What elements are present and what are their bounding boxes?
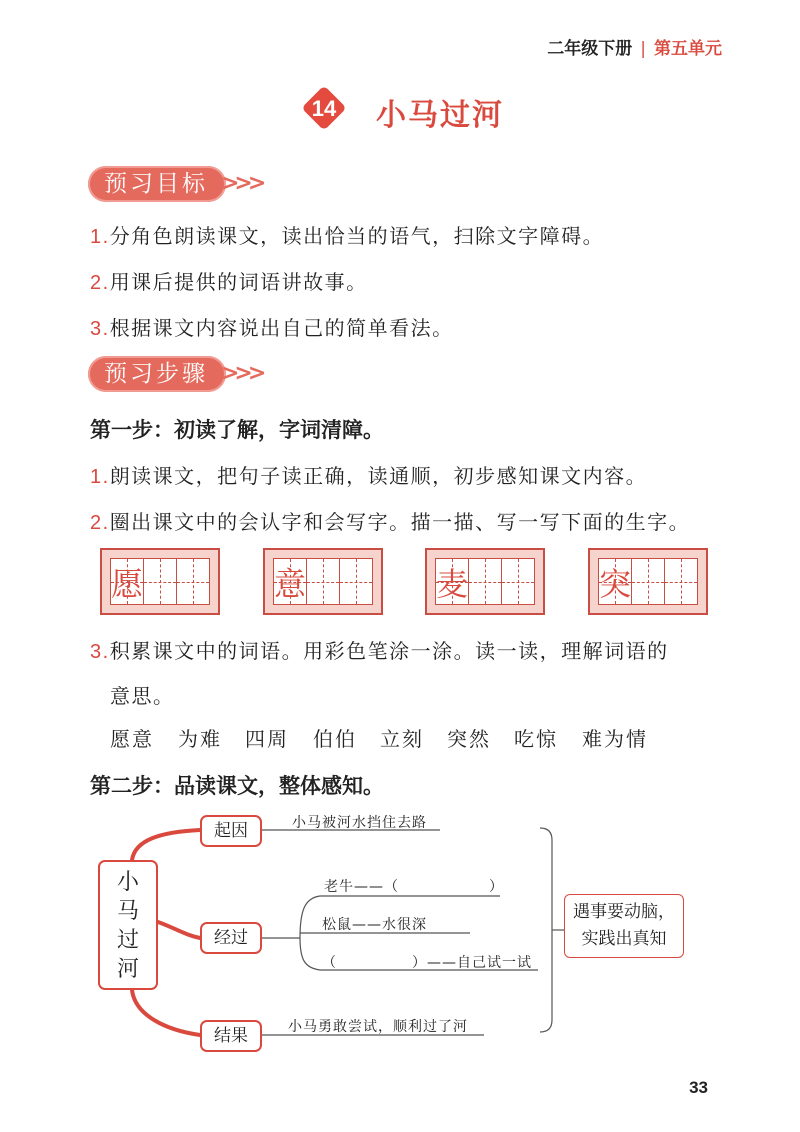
vocab-word[interactable]: 立刻 bbox=[380, 727, 424, 751]
step1-item: 1.朗读课文，把句子读正确，读通顺，初步感知课文内容。 bbox=[90, 464, 648, 488]
goal-item: 2.用课后提供的词语讲故事。 bbox=[90, 270, 368, 294]
vocab-word[interactable]: 伯伯 bbox=[313, 727, 357, 751]
header-divider: | bbox=[640, 39, 646, 59]
vocab-word[interactable]: 四周 bbox=[245, 727, 289, 751]
model-character: 意 bbox=[274, 564, 307, 603]
process-detail-ox[interactable]: 老牛——（ ） bbox=[324, 879, 504, 895]
mindmap-conclusion bbox=[564, 894, 684, 958]
conclusion-line: 遇事要动脑， bbox=[573, 902, 675, 922]
process-detail-self[interactable]: （ ）——自己试一试 bbox=[322, 955, 532, 971]
vocab-word[interactable]: 难为情 bbox=[582, 727, 648, 751]
lesson-number: 14 bbox=[311, 96, 337, 121]
mindmap-node-process: 经过 bbox=[200, 922, 262, 954]
unit-label: 第五单元 bbox=[654, 39, 722, 59]
mindmap-root bbox=[98, 860, 158, 990]
result-text: 小马勇敢尝试，顺利过了河 bbox=[288, 1019, 468, 1035]
step1-item-continuation: 意思。 bbox=[110, 684, 175, 708]
chevrons-icon: >>> bbox=[221, 361, 262, 386]
vocab-word[interactable]: 突然 bbox=[447, 727, 491, 751]
step2-title: 第二步：品读课文，整体感知。 bbox=[90, 774, 384, 798]
conclusion-line: 实践出真知 bbox=[581, 929, 667, 949]
lesson-title: 小马过河 bbox=[376, 98, 504, 133]
model-character: 突 bbox=[599, 564, 632, 603]
model-character: 麦 bbox=[436, 564, 469, 603]
goal-item: 3.根据课文内容说出自己的简单看法。 bbox=[90, 316, 454, 340]
cause-text: 小马被河水挡住去路 bbox=[292, 815, 427, 831]
vocab-word[interactable]: 吃惊 bbox=[514, 727, 558, 751]
process-detail-squirrel: 松鼠——水很深 bbox=[322, 917, 427, 933]
step1-item: 2.圈出课文中的会认字和会写字。描一描、写一写下面的生字。 bbox=[90, 510, 691, 534]
step1-title: 第一步：初读了解，字词清障。 bbox=[90, 418, 384, 442]
page-number: 33 bbox=[689, 1078, 708, 1097]
root-char: 河 bbox=[116, 957, 139, 982]
mindmap-node-result: 结果 bbox=[200, 1020, 262, 1052]
model-character: 愿 bbox=[111, 564, 144, 603]
mindmap-node-cause: 起因 bbox=[200, 815, 262, 847]
chevrons-icon: >>> bbox=[221, 171, 262, 196]
vocab-word[interactable]: 为难 bbox=[178, 727, 222, 751]
root-char: 马 bbox=[116, 899, 139, 924]
goals-section-pill: 预习目标 bbox=[88, 166, 226, 202]
mindmap-root-title bbox=[100, 868, 156, 984]
steps-section-pill: 预习步骤 bbox=[88, 356, 226, 392]
step1-item: 3.积累课文中的词语。用彩色笔涂一涂。读一读，理解词语的 bbox=[90, 639, 669, 663]
root-char: 小 bbox=[116, 870, 139, 895]
root-char: 过 bbox=[116, 928, 139, 953]
grade-label: 二年级下册 bbox=[547, 39, 633, 59]
goal-item: 1.分角色朗读课文，读出恰当的语气，扫除文字障碍。 bbox=[90, 224, 605, 248]
vocab-word[interactable]: 愿意 bbox=[110, 727, 154, 751]
